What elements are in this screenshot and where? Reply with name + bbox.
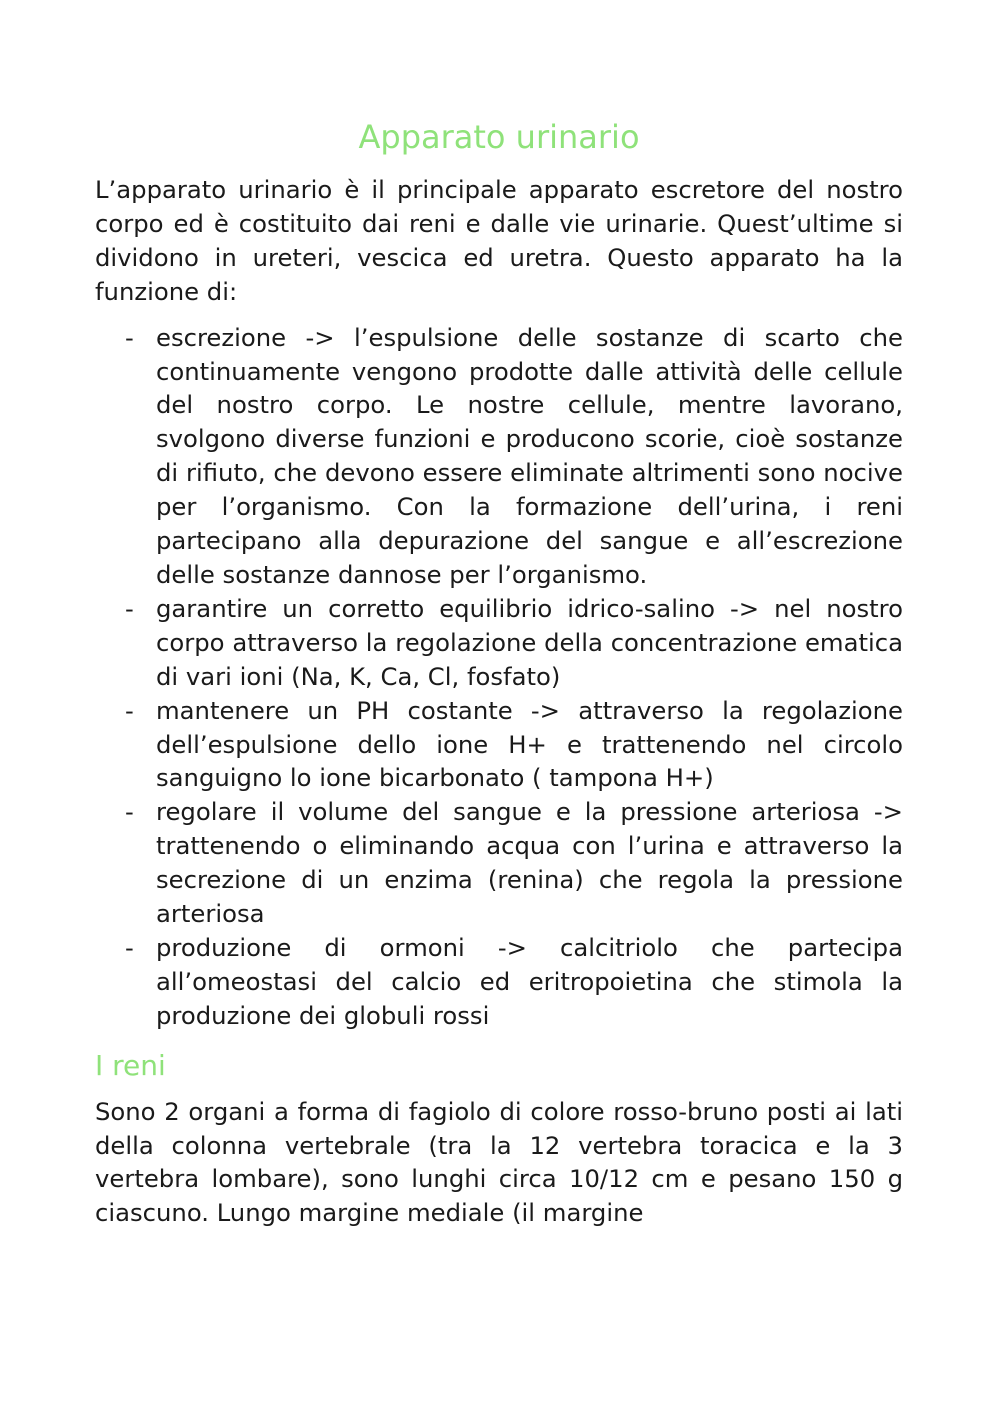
section-heading: I reni — [95, 1048, 166, 1082]
section-paragraph: Sono 2 organi a forma di fagiolo di colore rosso-bruno posti ai lati della colonna vertebrale (tra la 12 vertebra toracica e la 3 vertebra lombare), sono lunghi circa 10/12 cm e pesano 150 g ciascuno. Lungo margine mediale (il margine — [95, 1096, 903, 1228]
list-item — [95, 795, 903, 931]
document-page — [95, 115, 903, 1230]
bullet-dash: - — [125, 322, 134, 352]
list-item-text: regolare il volume del sangue e la pressione arteriosa -> trattenendo o eliminando acqua con l’urina e attraverso la secrezione di un enzima (renina) che regola la pressione arteriosa — [156, 797, 903, 929]
list-item — [95, 931, 903, 1033]
list-item — [95, 592, 903, 694]
document-title: Apparato urinario — [358, 118, 640, 156]
list-item-text: garantire un corretto equilibrio idrico-salino -> nel nostro corpo attraverso la regolazione della concentrazione ematica di vari ioni (Na, K, Ca, Cl, fosfato) — [156, 593, 903, 691]
list-item — [95, 694, 903, 796]
bullet-dash: - — [125, 695, 134, 725]
list-item-text: mantenere un PH costante -> attraverso la regolazione dell’espulsione dello ione H+ e trattenendo nel circolo sanguigno lo ione bicarbonato ( tampona H+) — [156, 695, 903, 793]
functions-list — [95, 321, 903, 1033]
bullet-dash: - — [125, 593, 134, 623]
list-item — [95, 321, 903, 592]
list-item-text: produzione di ormoni -> calcitriolo che partecipa all’omeostasi del calcio ed eritropoietina che stimola la produzione dei globuli rossi — [156, 932, 903, 1030]
intro-paragraph: L’apparato urinario è il principale apparato escretore del nostro corpo ed è costituito dai reni e dalle vie urinarie. Quest’ultime si dividono in ureteri, vescica ed uretra. Questo apparato ha la funzione di: — [95, 175, 903, 306]
list-item-text: escrezione -> l’espulsione delle sostanze di scarto che continuamente vengono prodotte dalle attività delle cellule del nostro corpo. Le nostre cellule, mentre lavorano, svolgono diverse funzioni e producono scorie, cioè sostanze di rifiuto, che devono essere eliminate altrimenti sono nocive per l’organismo. Con la formazione dell’urina, i reni partecipano alla depurazione del sangue e all’escrezione delle sostanze dannose per l’organismo. — [156, 322, 903, 589]
bullet-dash: - — [125, 932, 134, 962]
bullet-dash: - — [125, 797, 134, 827]
